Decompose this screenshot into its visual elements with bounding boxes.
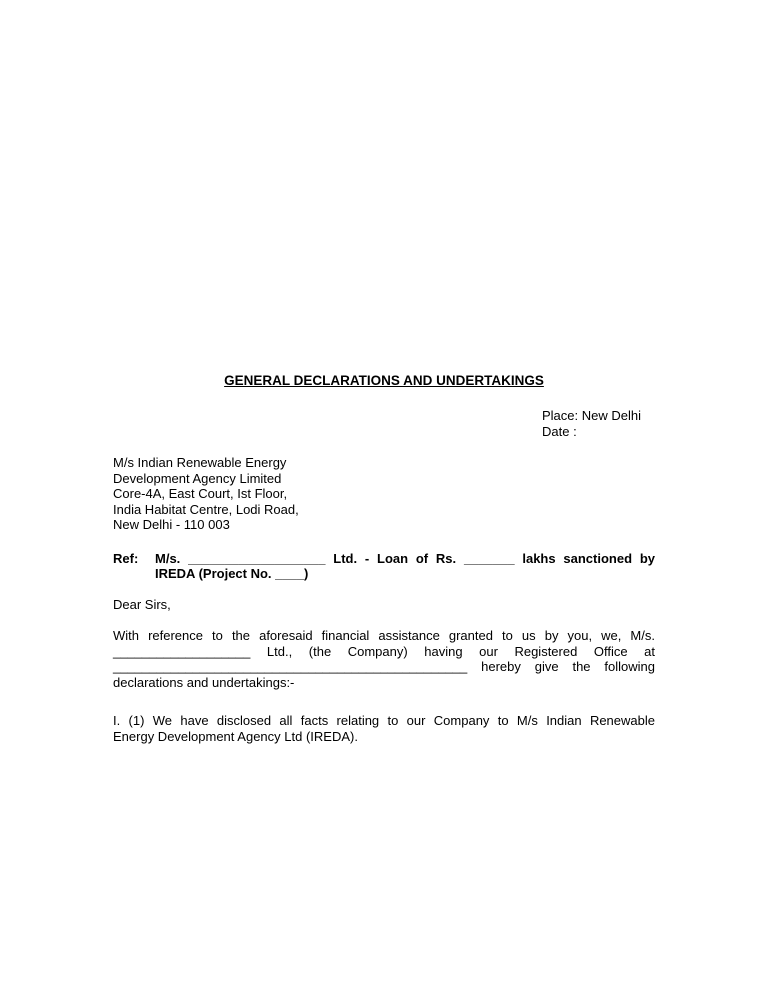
reference-line-2: IREDA (Project No. ____) — [155, 566, 309, 581]
opening-paragraph-line-2: ___________________ Ltd., (the Company) having our Registered Office at — [113, 643, 655, 659]
address-line-4: India Habitat Centre, Lodi Road, — [113, 501, 299, 517]
opening-paragraph — [113, 628, 655, 690]
address-line-2: Development Agency Limited — [113, 470, 282, 486]
place-line: Place: New Delhi — [542, 408, 641, 423]
clause-paragraph — [113, 713, 655, 744]
reference-label: Ref: — [113, 550, 139, 566]
opening-paragraph-line-1: With reference to the aforesaid financial assistance granted to us by you, we, M/s. — [113, 628, 655, 643]
document-content — [113, 373, 655, 744]
reference-block — [113, 551, 655, 582]
reference-text — [155, 551, 655, 582]
clause-line-1: I. (1) We have disclosed all facts relating to our Company to M/s Indian Renewable — [113, 713, 655, 728]
reference-line-1: M/s. ___________________ Ltd. - Loan of Rs. _______ lakhs sanctioned by — [155, 550, 655, 566]
address-line-3: Core-4A, East Court, Ist Floor, — [113, 486, 288, 501]
opening-paragraph-line-3: _________________________________________________ hereby give the following — [113, 659, 655, 674]
opening-paragraph-line-4: declarations and undertakings:- — [113, 674, 295, 690]
address-line-5: New Delhi - 110 003 — [113, 517, 230, 532]
address-line-1: M/s Indian Renewable Energy — [113, 455, 287, 470]
clause-line-2: Energy Development Agency Ltd (IREDA). — [113, 728, 358, 744]
date-line: Date : — [542, 423, 577, 439]
document-title: GENERAL DECLARATIONS AND UNDERTAKINGS — [224, 373, 544, 388]
recipient-address — [113, 455, 655, 533]
place-date-block — [542, 408, 655, 439]
salutation: Dear Sirs, — [113, 596, 171, 612]
